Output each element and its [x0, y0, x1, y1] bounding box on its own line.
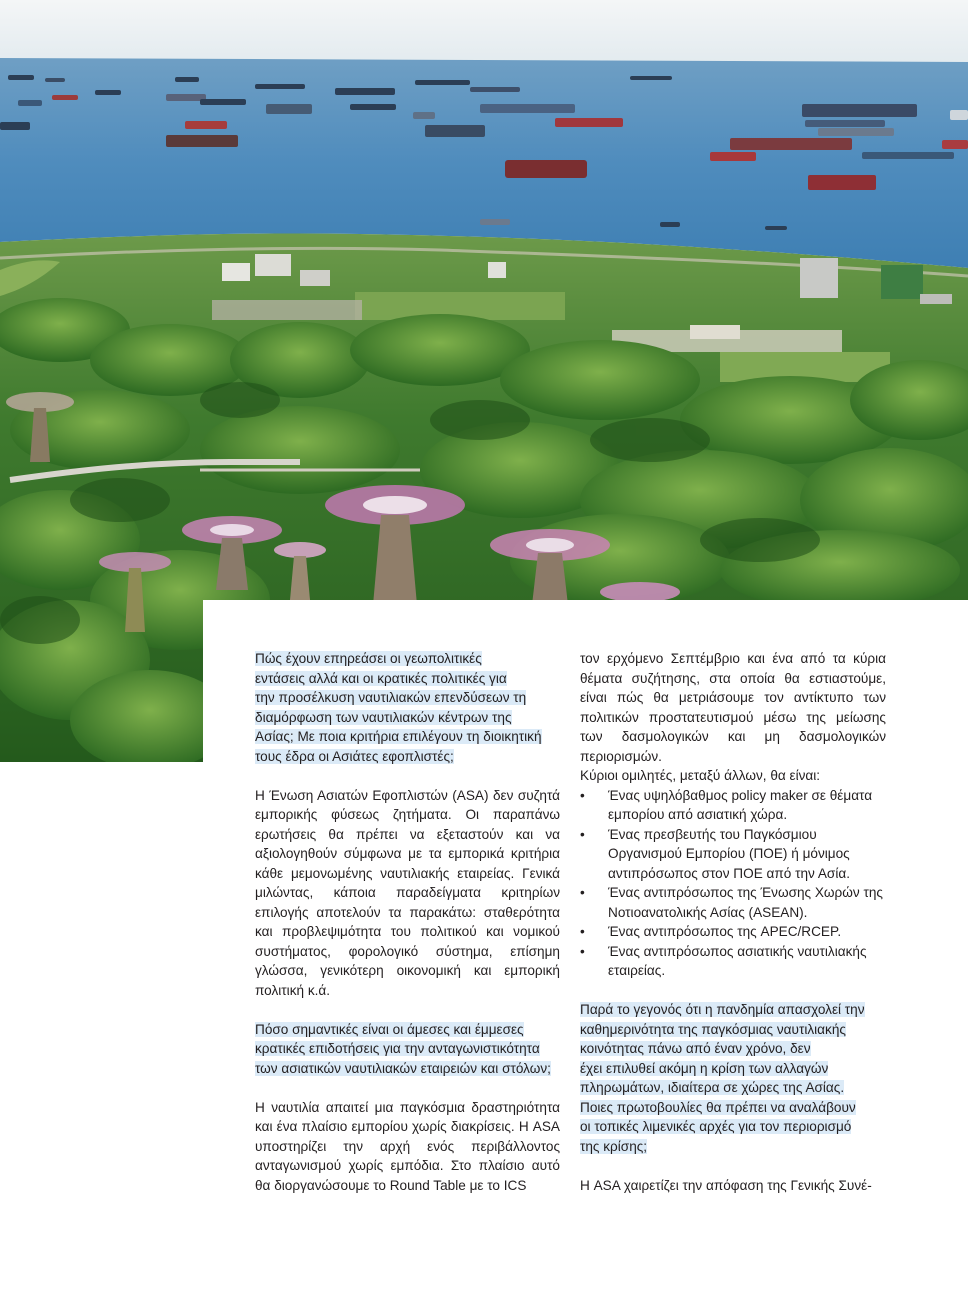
question-2: Πόσο σημαντικές είναι οι άμεσες και έμμεσες κρατικές επιδοτήσεις για την ανταγωνιστικότητα των ασιατικών ναυτιλιακών εταιρειών και στόλων; [255, 1021, 551, 1076]
answer-3-start: Η ASA χαιρετίζει την απόφαση της Γενικής Συνέ- [580, 1177, 872, 1193]
list-item: • Ένας αντιπρόσωπος της Ένωσης Χωρών της Νοτιοανατολικής Ασίας (ASEAN). [580, 883, 886, 922]
answer-1: Η Ένωση Ασιατών Εφοπλιστών (ASA) δεν συζητά εμπορικής φύσεως ζητήματα. Οι παραπάνω ερωτήσεις θα πρέπει να εξεταστούν και να αξιολογηθούν σύμφωνα με τα εμπορικά κριτήρια κάθε μεμονωμένης ναυτιλιακής εταιρείας. Γενικά μιλώντας, κάποια παραδείγματα κριτηρίων επιλογής αποτελούν τα παρακάτω: σταθερότητα και προβλεψιμότητα του πολιτικού και νομικού συστήματος, φορολογικό σύστημα, επίσημη γλώσσα, γενικότερη οικονομική και εμπορική πολιτική κ.ά. [255, 787, 560, 998]
question-1: Πώς έχουν επηρεάσει οι γεωπολιτικές εντάσεις αλλά και οι κρατικές πολιτικές για την προσέλκυση ναυτιλιακών επενδύσεων τη διαμόρφωση των ναυτιλιακών κέντρων της Ασίας; Με ποια κριτήρια επιλέγουν τη διοικητική τους έδρα οι Ασιάτες εφοπλιστές; [255, 651, 542, 764]
list-item: • Ένας αντιπρόσωπος ασιατικής ναυτιλιακής εταιρείας. [580, 942, 886, 981]
list-item: • Ένας υψηλόβαθμος policy maker σε θέματα εμπορίου από ασιατική χώρα. [580, 786, 886, 825]
list-item: • Ένας πρεσβευτής του Παγκόσμιου Οργανισμού Εμπορίου (ΠΟΕ) ή μόνιμος αντιπρόσωπος στον ΠΟΕ από την Ασία. [580, 825, 886, 884]
question-3: Παρά το γεγονός ότι η πανδημία απασχολεί την καθημερινότητα της παγκόσμιας ναυτιλιακής κοινότητας πάνω από έναν χρόνο, δεν έχει επιλυθεί ακόμη η κρίση των αλλαγών πληρωμάτων, ιδιαίτερα σε χώρες της Ασίας. Ποιες πρωτοβουλίες θα πρέπει να αναλάβουν οι τοπικές λιμενικές αρχές για τον περιορισμό της κρίσης; [580, 1002, 865, 1154]
speakers-list [580, 786, 886, 981]
list-item: • Ένας αντιπρόσωπος της APEC/RCEP. [580, 922, 886, 942]
answer-2-continued: τον ερχόμενο Σεπτέμβριο και ένα από τα κύρια θέματα συζήτησης, στα οποία θα εστιαστούμε, είναι πώς θα μετριάσουμε τον αντίκτυπο των πολιτικών προστατευτισμού μέσω της μείωσης των δασμολογικών και μη δασμολογικών περιορισμών. [580, 651, 886, 764]
right-column [580, 649, 886, 1195]
answer-2: Η ναυτιλία απαιτεί μια παγκόσμια δραστηριότητα και ένα πλαίσιο εμπορίου χωρίς διακρίσεις. Η ASA υποστηρίζει την αρχή ενός περιβάλλοντος ανταγωνισμού χωρίς εμπόδια. Στο πλαίσιο αυτό θα διοργανώσουμε το Round Table με το ICS [255, 1099, 560, 1193]
left-column [255, 649, 560, 1195]
sky [0, 0, 968, 62]
speakers-intro: Κύριοι ομιλητές, μεταξύ άλλων, θα είναι: [580, 768, 821, 783]
